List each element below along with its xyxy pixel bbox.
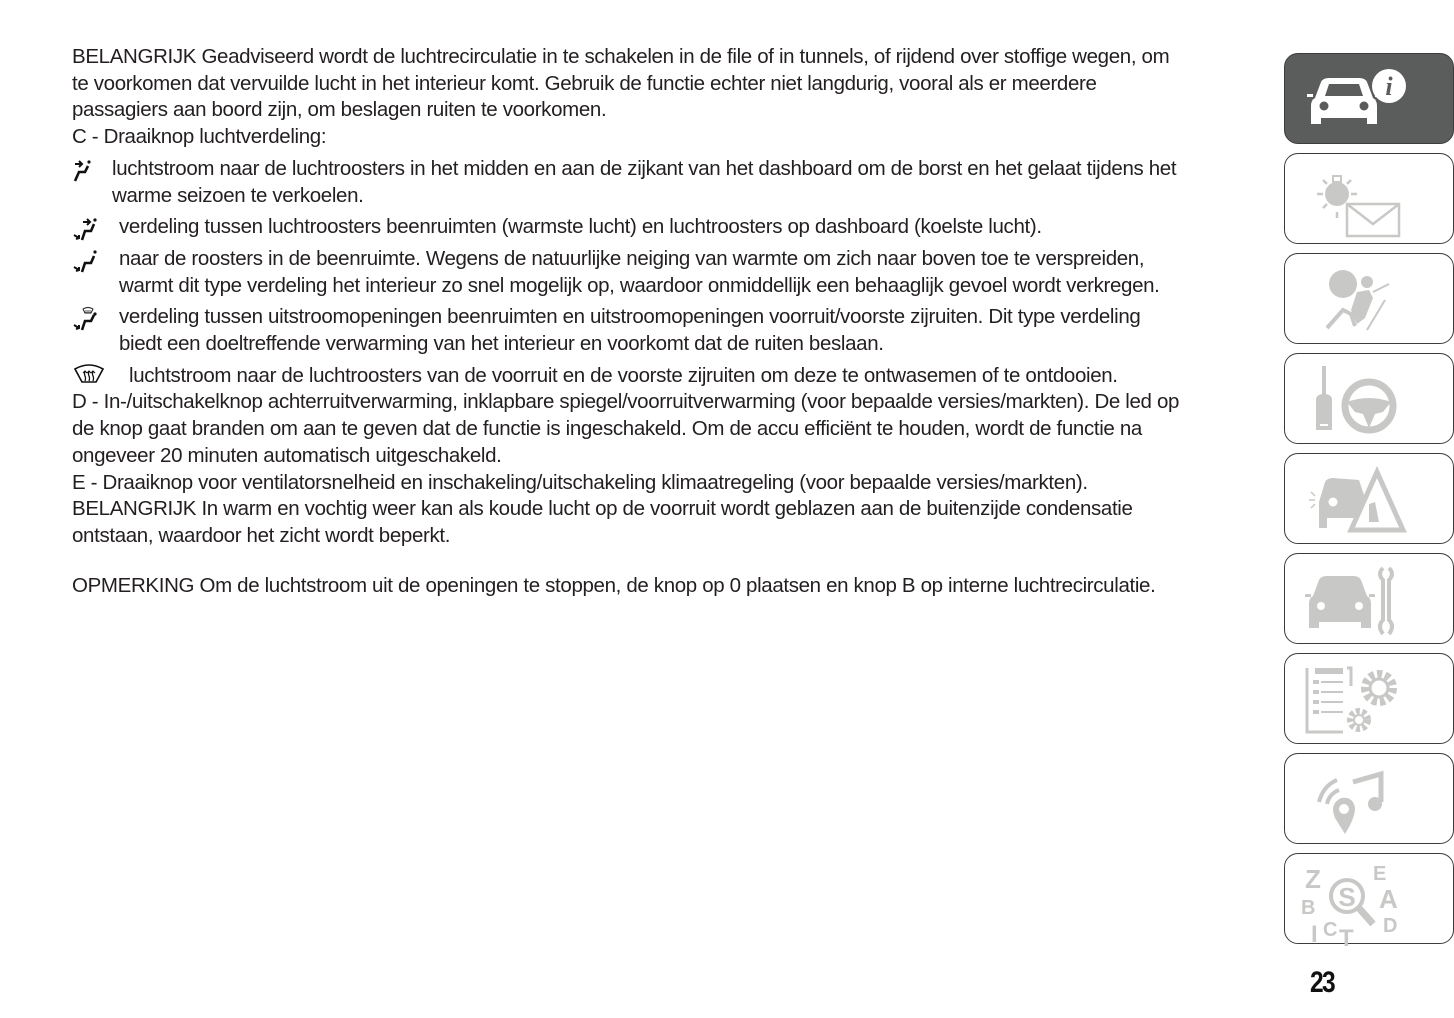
svg-text:Z: Z bbox=[1305, 864, 1321, 894]
svg-text:S: S bbox=[1338, 882, 1356, 912]
tab-safety[interactable] bbox=[1284, 253, 1454, 344]
svg-text:E: E bbox=[1373, 863, 1387, 885]
section-d-line: de knop gaat branden om aan te geven dat de functie is ingeschakeld. Om de accu efficiënt te houden, wordt de functie na bbox=[72, 417, 1142, 441]
key-steering-wheel-icon bbox=[1297, 362, 1407, 438]
alphabetical-index-icon bbox=[1297, 862, 1407, 952]
distribution-item-face-feet bbox=[72, 214, 1267, 241]
distribution-item-face bbox=[72, 156, 1267, 209]
tab-index[interactable] bbox=[1284, 853, 1454, 952]
item-line: warmt dit type verdeling het interieur zo snel mogelijk op, waardoor onmiddellijk een behaaglijk gevoel wordt verkregen. bbox=[119, 273, 1160, 297]
tab-starting-driving[interactable] bbox=[1284, 353, 1454, 444]
important-line: ontstaan, waardoor het zicht wordt beperkt. bbox=[72, 523, 451, 547]
tab-multimedia[interactable] bbox=[1284, 753, 1454, 844]
important-line: BELANGRIJK In warm en vochtig weer kan als koude lucht op de voorruit wordt geblazen aan de buitenzijde condensatie bbox=[72, 497, 1133, 521]
svg-text:T: T bbox=[1339, 925, 1354, 952]
vent-feet-windshield-icon bbox=[72, 306, 108, 332]
item-line: biedt een doeltreffende verwarming van het interieur en voorkomt dat de ruiten beslaan. bbox=[119, 332, 884, 356]
section-d-line: D - In-/uitschakelknop achterruitverwarming, inklapbare spiegel/voorruitverwarming (voor bepaalde versies/markten). De led op bbox=[72, 390, 1180, 414]
car-breakdown-warning-icon bbox=[1297, 462, 1407, 538]
item-line: luchtstroom naar de luchtroosters van de voorruit en de voorste zijruiten om deze te ontwasemen of te ontdooien. bbox=[129, 363, 1118, 387]
distribution-item-feet bbox=[72, 246, 1267, 299]
section-e-line: E - Draaiknop voor ventilatorsnelheid en inschakeling/uitschakeling klimaatregeling (voor bepaalde versies/markten). bbox=[72, 470, 1088, 494]
multimedia-icon bbox=[1297, 762, 1407, 838]
distribution-item-feet-windshield bbox=[72, 304, 1267, 357]
tab-technical-data[interactable] bbox=[1284, 653, 1454, 744]
item-line: warme seizoen te verkoelen. bbox=[112, 183, 364, 207]
car-info-icon bbox=[1297, 62, 1407, 138]
note-line: OPMERKING Om de luchtstroom uit de openingen te stoppen, de knop op 0 plaatsen en knop B op interne luchtrecirculatie. bbox=[72, 573, 1156, 597]
car-maintenance-icon bbox=[1297, 562, 1407, 638]
vent-feet-icon bbox=[72, 248, 108, 274]
svg-text:C: C bbox=[1323, 919, 1338, 941]
tab-emergency[interactable] bbox=[1284, 453, 1454, 544]
vent-face-icon bbox=[72, 158, 108, 184]
section-c-heading: C - Draaiknop luchtverdeling: bbox=[72, 125, 327, 149]
svg-text:i: i bbox=[1385, 72, 1393, 101]
svg-text:A: A bbox=[1379, 884, 1398, 914]
vent-face-feet-icon bbox=[72, 216, 108, 242]
section-d-line: ongeveer 20 minuten automatisch uitgeschakeld. bbox=[72, 443, 502, 467]
page-number: 23 bbox=[1310, 966, 1335, 999]
svg-text:D: D bbox=[1383, 915, 1398, 937]
tab-maintenance[interactable] bbox=[1284, 553, 1454, 644]
tab-warning-lights[interactable] bbox=[1284, 153, 1454, 244]
distribution-item-windshield bbox=[72, 363, 1267, 390]
windshield-defrost-icon bbox=[72, 362, 108, 388]
intro-line: passagiers aan boord zijn, om beslagen ruiten te voorkomen. bbox=[72, 98, 607, 122]
item-line: luchtstroom naar de luchtroosters in het midden en aan de zijkant van het dashboard om de borst en het gelaat tijdens het bbox=[112, 156, 1177, 180]
intro-line: te voorkomen dat vervuilde lucht in het interieur komt. Gebruik de functie echter niet langdurig, vooral als er meerdere bbox=[72, 71, 1097, 95]
item-line: verdeling tussen luchtroosters beenruimten (warmste lucht) en luchtroosters op dashboard (koelste lucht). bbox=[119, 215, 1042, 239]
svg-text:B: B bbox=[1301, 897, 1316, 919]
airbag-seat-icon bbox=[1297, 262, 1407, 338]
technical-data-gears-icon bbox=[1297, 662, 1407, 738]
warning-light-message-icon bbox=[1297, 162, 1407, 238]
svg-text:I: I bbox=[1311, 921, 1318, 948]
tab-vehicle-info[interactable] bbox=[1284, 53, 1454, 144]
item-line: verdeling tussen uitstroomopeningen beenruimten en uitstroomopeningen voorruit/voorste zijruiten. Dit type verdeling bbox=[119, 305, 1141, 329]
document-body bbox=[72, 44, 1267, 599]
item-line: naar de roosters in de beenruimte. Wegens de natuurlijke neiging van warmte om zich naar boven toe te verspreiden, bbox=[119, 246, 1145, 270]
intro-line: BELANGRIJK Geadviseerd wordt de luchtrecirculatie in te schakelen in de file of in tunnels, of rijdend over stoffige wegen, om bbox=[72, 45, 1170, 68]
